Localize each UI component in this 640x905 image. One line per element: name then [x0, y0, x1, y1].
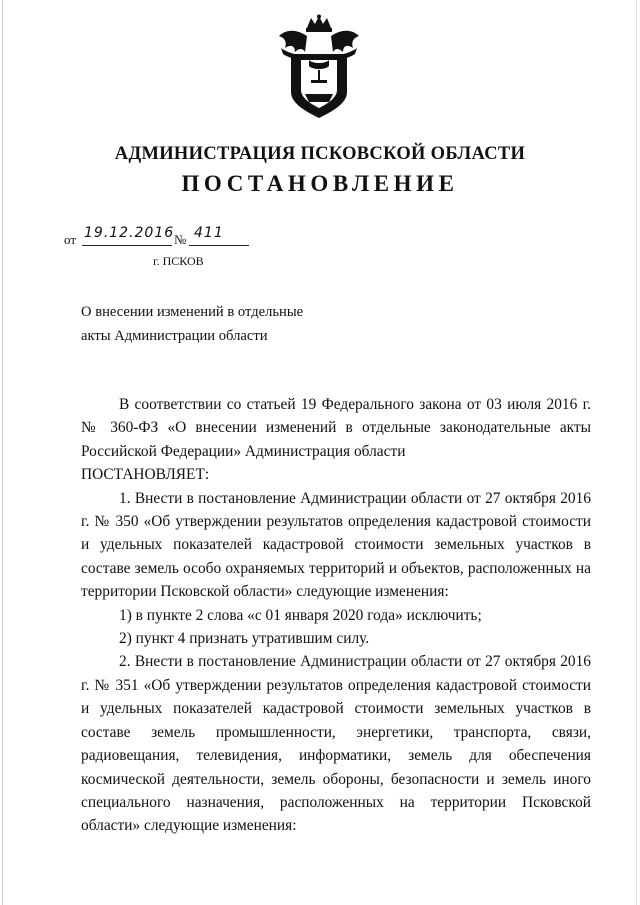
city-of-issue: г. ПСКОВ — [153, 254, 204, 268]
pskov-coat-of-arms-icon — [271, 14, 367, 120]
subject-line: О внесении изменений в отдельные — [81, 304, 304, 320]
item-1-subitem-1: 1) в пункте 2 слова «с 01 января 2020 года» исключить; — [119, 606, 482, 624]
preamble-paragraph: В соответствии со статьей 19 Федерального закона от 03 июля 2016 г. № 360-ФЗ «О внесении изменений в отдельные законодательные акты Российской Федерации» Администрация области — [81, 396, 591, 460]
document-type-title: ПОСТАНОВЛЕНИЕ — [181, 171, 459, 196]
subject-line: акты Администрации области — [81, 328, 268, 344]
scan-edge-left — [2, 0, 3, 905]
number-handwritten: 411 — [194, 225, 224, 241]
item-1-subitem-2: 2) пункт 4 признать утратившим силу. — [119, 630, 370, 648]
date-underline — [82, 245, 172, 246]
document-subject — [81, 300, 303, 348]
item-2-paragraph: 2. Внести в постановление Администрации области от 27 октября 2016 г. № 351 «Об утверждении результатов определения кадастровой стоимости и удельных показателей кадастровой стоимости земельных участков в составе земель промышленности, энергетики, транспорта, связи, радиовещания, телевидения, информатики, земель для обеспечения космической деятельности, земель обороны, безопасности и земель иного специального назначения, расположенных на территории Псковской области» следующие изменения: — [81, 653, 591, 835]
number-underline — [189, 245, 249, 246]
document-body — [81, 393, 591, 838]
item-1-paragraph: 1. Внести в постановление Администрации области от 27 октября 2016 г. № 350 «Об утверждении результатов определения кадастровой стоимости и удельных показателей кадастровой стоимости земельных участков в составе земель особо охраняемых территорий и объектов, расположенных на территории Псковской области» следующие изменения: — [81, 489, 591, 601]
date-handwritten: 19.12.2016 — [84, 225, 175, 241]
scan-edge-right — [636, 0, 637, 905]
date-prefix: от — [64, 232, 77, 247]
issuing-authority: АДМИНИСТРАЦИЯ ПСКОВСКОЙ ОБЛАСТИ — [114, 144, 526, 164]
resolves-word: ПОСТАНОВЛЯЕТ: — [81, 466, 210, 484]
number-prefix: № — [174, 232, 187, 247]
